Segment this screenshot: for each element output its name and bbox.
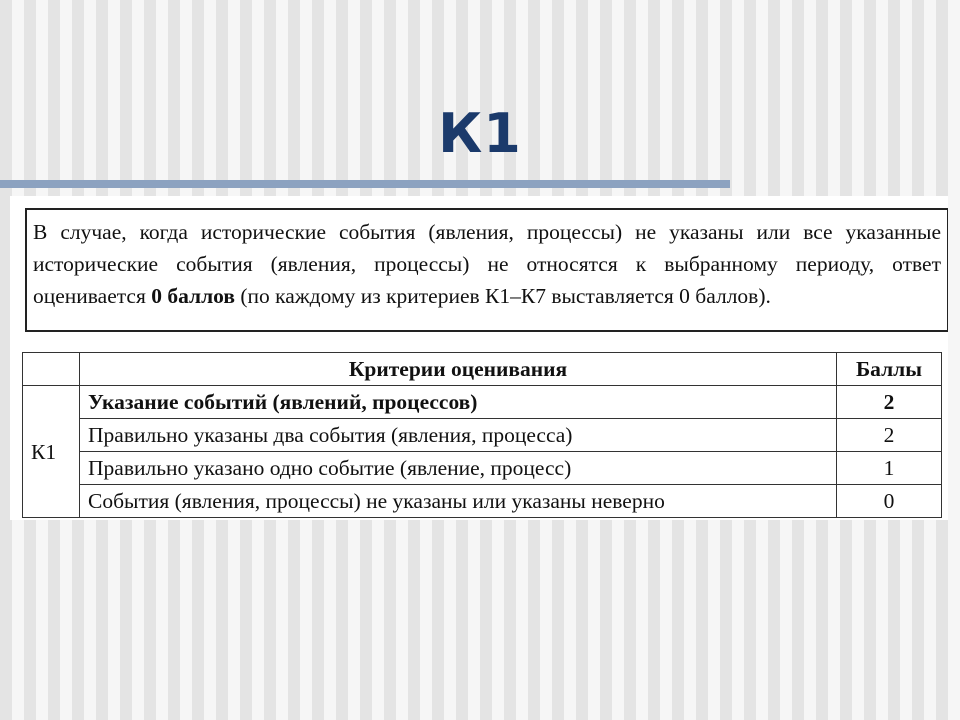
criterion-score: 2 bbox=[837, 386, 942, 419]
criteria-table bbox=[22, 352, 942, 518]
header-criteria: Критерии оценивания bbox=[80, 353, 837, 386]
criterion-text: Правильно указано одно событие (явление, процесс) bbox=[80, 452, 837, 485]
criterion-score: 0 bbox=[837, 485, 942, 518]
table-row bbox=[23, 386, 942, 419]
table-row bbox=[23, 419, 942, 452]
assessment-note bbox=[25, 208, 948, 332]
slide-title: К1 bbox=[438, 102, 522, 165]
criterion-text: Правильно указаны два события (явления, процесса) bbox=[80, 419, 837, 452]
table-row bbox=[23, 452, 942, 485]
criterion-text: События (явления, процессы) не указаны или указаны неверно bbox=[80, 485, 837, 518]
note-text-before: В случае, когда исторические события (явления, процессы) не указаны или все указанные исторические события (явления, процессы) не относятся к выбранному периоду, ответ оценивается bbox=[33, 220, 941, 308]
title-underline bbox=[0, 180, 730, 188]
criterion-score: 1 bbox=[837, 452, 942, 485]
table-header-row bbox=[23, 353, 942, 386]
note-bold-text: 0 баллов bbox=[151, 284, 235, 308]
criterion-code: К1 bbox=[23, 386, 80, 518]
scanned-excerpt bbox=[10, 196, 948, 520]
header-score: Баллы bbox=[837, 353, 942, 386]
note-text-after: (по каждому из критериев К1–К7 выставляется 0 баллов). bbox=[235, 284, 771, 308]
criterion-text: Указание событий (явлений, процессов) bbox=[80, 386, 837, 419]
criterion-score: 2 bbox=[837, 419, 942, 452]
header-code-cell bbox=[23, 353, 80, 386]
table-row bbox=[23, 485, 942, 518]
